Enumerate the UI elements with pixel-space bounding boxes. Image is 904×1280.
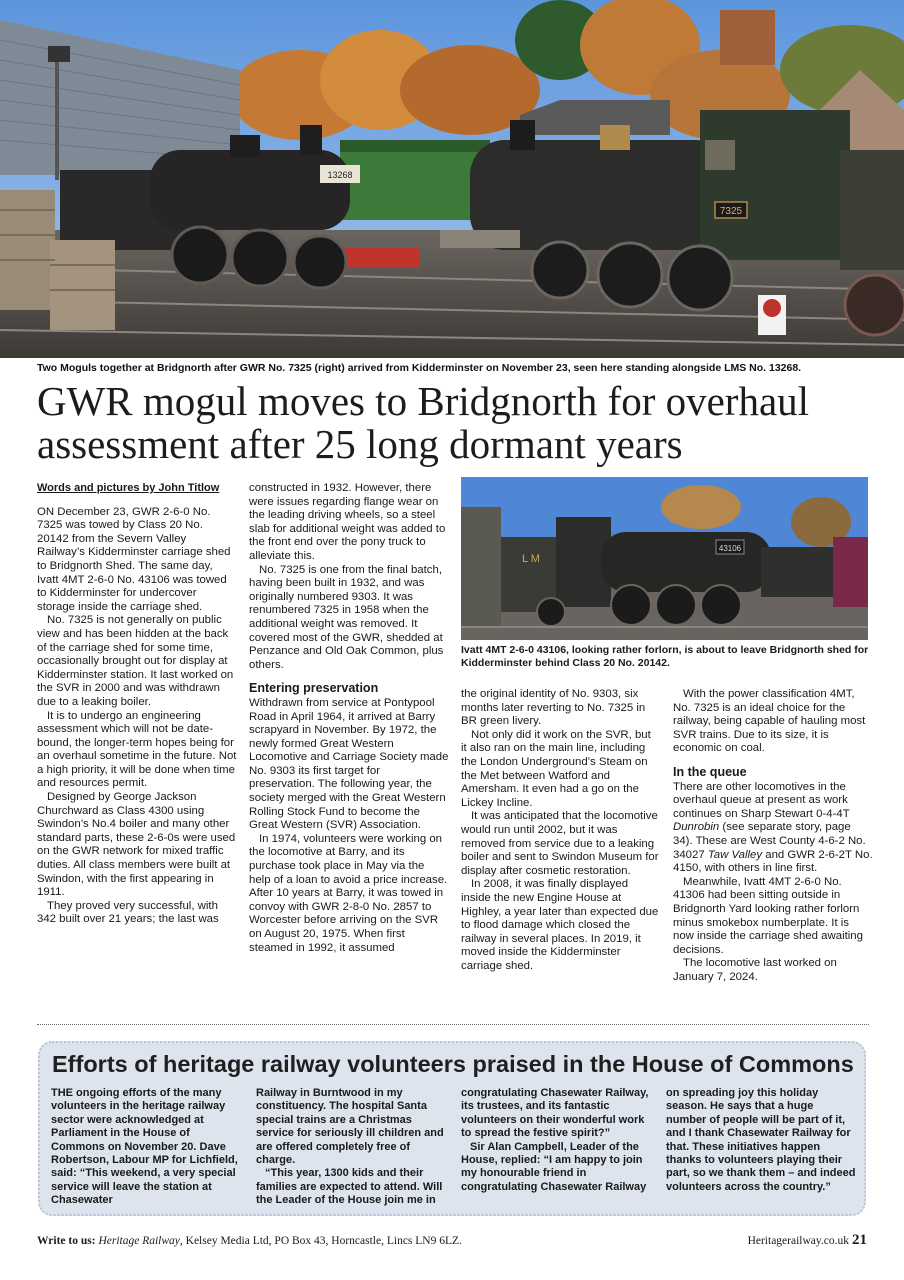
paragraph: Railway in Burntwood in my constituency. The hospital Santa special trains are a Christmas service for seriously ill children and are offered completely free of charge.: [256, 1087, 444, 1167]
loco-number-43106: 43106: [718, 544, 742, 553]
paragraph: the original identity of No. 9303, six months later reverting to No. 7325 in BR green livery.: [461, 688, 646, 728]
paragraph: It was anticipated that the locomotive would run until 2002, but it was removed from service due to a leaking boiler and sent to Swindon Museum for display after cosmetic restoration.: [461, 810, 659, 877]
paragraph: Withdrawn from service at Pontypool Road in April 1964, it arrived at Barry scrapyard in November. By 1972, the newly formed Great Western Locomotive and Carriage Society made No. 9303 its first target for preservation. The following year, the society merged with the Great Western Rolling Stock Fund to become the Great Western (SVR) Association.: [249, 696, 449, 832]
tender-lettering: L M: [522, 553, 540, 565]
hero-photo: [0, 0, 904, 358]
paragraph: THE ongoing efforts of the many volunteers in the heritage railway sector were acknowledged at Parliament in the House of Commons on November 20. Dave Robertson, Labour MP for Lichfield, said: “This weekend, a very special service will leave the station at Chasewater: [51, 1087, 238, 1207]
green-locomotive: [340, 150, 490, 220]
sleeper-stack: [0, 190, 55, 310]
article-column-3: [461, 688, 659, 973]
section-divider: [37, 1024, 869, 1025]
article-column-1: [37, 482, 237, 927]
loco-43106-photo: [461, 477, 868, 640]
loco-right-number: 7325: [719, 206, 743, 217]
box-title: Efforts of heritage railway volunteers praised in the House of Commons: [52, 1051, 854, 1077]
hero-illustration: [0, 0, 904, 358]
shed-door: [461, 507, 501, 627]
paragraph: Designed by George Jackson Churchward as Class 4300 using Swindon’s No.4 boiler and many other standard parts, these 2-6-0s were used on the GWR network for mixed traffic duties. All class members were built at Swindon, with the first appearing in 1911.: [37, 791, 236, 899]
box-column-1: [51, 1087, 241, 1208]
paragraph: ON December 23, GWR 2-6-0 No. 7325 was towed by Class 20 No. 20142 from the Severn Valley Railway’s Kidderminster carriage shed to Bridgnorth Shed. The same day, Ivatt 4MT 2-6-0 No. 43106 was towed to Kidderminster for undercover storage inside the carriage shed.: [37, 505, 231, 613]
paragraph: It is to undergo an engineering assessment which will not be date-bound, the longer-term hopes being for an overhaul sometime in the future. Not a high priority, it will be done when time and resources permit.: [37, 709, 237, 790]
footer-website[interactable]: Heritagerailway.co.uk: [747, 1235, 849, 1247]
paragraph: The locomotive last worked on January 7, 2024.: [673, 957, 837, 983]
footer-label: Write to us:: [37, 1235, 96, 1247]
castle-ruin: [720, 10, 775, 65]
paragraph: No. 7325 is not generally on public view and has been hidden at the back of the carriage shed for some time, occasionally brought out for display at Kidderminster station. It last worked on the SVR in 2000 and was withdrawn due to a leaking boiler.: [37, 614, 234, 708]
paragraph: congratulating Chasewater Railway, its trustees, and its fantastic volunteers on their wonderful work to spread the festive spirit?”: [461, 1087, 649, 1140]
text-span: and GWR 2-6-2T No. 4150, with others in line first.: [673, 848, 873, 875]
box-column-3: [461, 1087, 651, 1194]
headline: GWR mogul moves to Bridgnorth for overhaul assessment after 25 long dormant years: [37, 378, 810, 467]
italic-title: Taw Valley: [707, 848, 763, 861]
text-span: There are other locomotives in the overhaul queue at present as work continues on Sharp Stewart 0-4-4T: [673, 780, 850, 820]
box-column-4: [666, 1087, 856, 1194]
paragraph: constructed in 1932. However, there were issues regarding flange wear on the leading driving wheels, so a steel slab for additional weight was added to the front end over the pony truck to alleviate this.: [249, 482, 446, 562]
subhead-in-the-queue: In the queue: [673, 764, 747, 779]
paragraph: No. 7325 is one from the final batch, having been built in 1932, and was originally numbered 9303. It was renumbered 7325 in 1958 when the additional weight was removed. It covered most of the GWR, shedded at Penzance and Old Oak Common, plus others.: [249, 563, 444, 671]
paragraph: Not only did it work on the SVR, but it also ran on the main line, including the London Underground’s Steam on the Met between Watford and Amersham. It even had a go on the Lickey Incline.: [461, 728, 651, 809]
paragraph: In 1974, volunteers were working on the locomotive at Barry, and its purchase took place in May via the help of a loan to avoid a price increase. After 10 years at Barry, it was towed in convoy with GWR 2-8-0 No. 2857 to Worcester before arriving on the SVR on August 20, 1975. When first steamed in 1992, it assumed: [249, 832, 448, 954]
subhead-entering-preservation: Entering preservation: [249, 681, 379, 696]
article-column-4: [673, 688, 873, 984]
article-column-2: [249, 482, 449, 955]
footer-address: [37, 1235, 462, 1247]
footer-magazine: Heritage Railway: [98, 1235, 180, 1247]
byline: Words and pictures by John Titlow: [37, 482, 220, 494]
paragraph: Sir Alan Campbell, Leader of the House, replied: “I am happy to join my honourable friend in congratulating Chasewater Railway: [461, 1140, 647, 1193]
paragraph: With the power classification 4MT, No. 7325 is an ideal choice for the railway, being capable of hauling most SVR trains. Due to its size, it is economic on coal.: [673, 688, 866, 755]
lamp-post: [55, 60, 59, 180]
text-span: (see separate story, page 34). These are West County 4-6-2 No. 34027: [673, 821, 866, 861]
photo2-caption: Ivatt 4MT 2-6-0 43106, looking rather forlorn, is about to leave Bridgnorth shed for Kidderminster behind Class 20 No. 20142.: [461, 644, 869, 669]
hero-caption: Two Moguls together at Bridgnorth after GWR No. 7325 (right) arrived from Kidderminster on November 23, seen here standing alongside LMS No. 13268.: [37, 362, 802, 374]
photo2-illustration: [461, 477, 868, 640]
paragraph: “This year, 1300 kids and their families are expected to attend. Will the Leader of the House join me in: [256, 1167, 443, 1207]
paragraph: on spreading joy this holiday season. He says that a huge number of people will be part of it, and I thank Chasewater Railway for that. These initiatives happen thanks to volunteers playing their part, so we thank them – and indeed volunteers across the country.”: [666, 1087, 856, 1193]
paragraph: [673, 781, 873, 876]
paragraph: Meanwhile, Ivatt 4MT 2-6-0 No. 41306 had been sitting outside in Bridgnorth Yard looking rather forlorn minus smokebox numberplate. It is now inside the carriage shed awaiting decisions.: [673, 875, 863, 956]
class20-diesel: [761, 547, 836, 597]
footer-site: [748, 1232, 867, 1249]
loco-left-number: 13268: [327, 170, 353, 180]
footer-address-text: , Kelsey Media Ltd, PO Box 43, Horncastle, Lincs LN9 6LZ.: [179, 1235, 462, 1247]
boiler: [601, 532, 771, 592]
paragraph: They proved very successful, with 342 built over 21 years; the last was: [37, 899, 219, 926]
page-number: 21: [852, 1232, 867, 1248]
paragraph: In 2008, it was finally displayed inside the new Engine House at Highley, a year later than expected due to flood damage which closed the railway in several places. In 2019, it moved inside the Kidderminster carriage shed.: [461, 878, 659, 972]
italic-title: Dunrobin: [673, 821, 720, 834]
box-column-2: [256, 1087, 446, 1208]
